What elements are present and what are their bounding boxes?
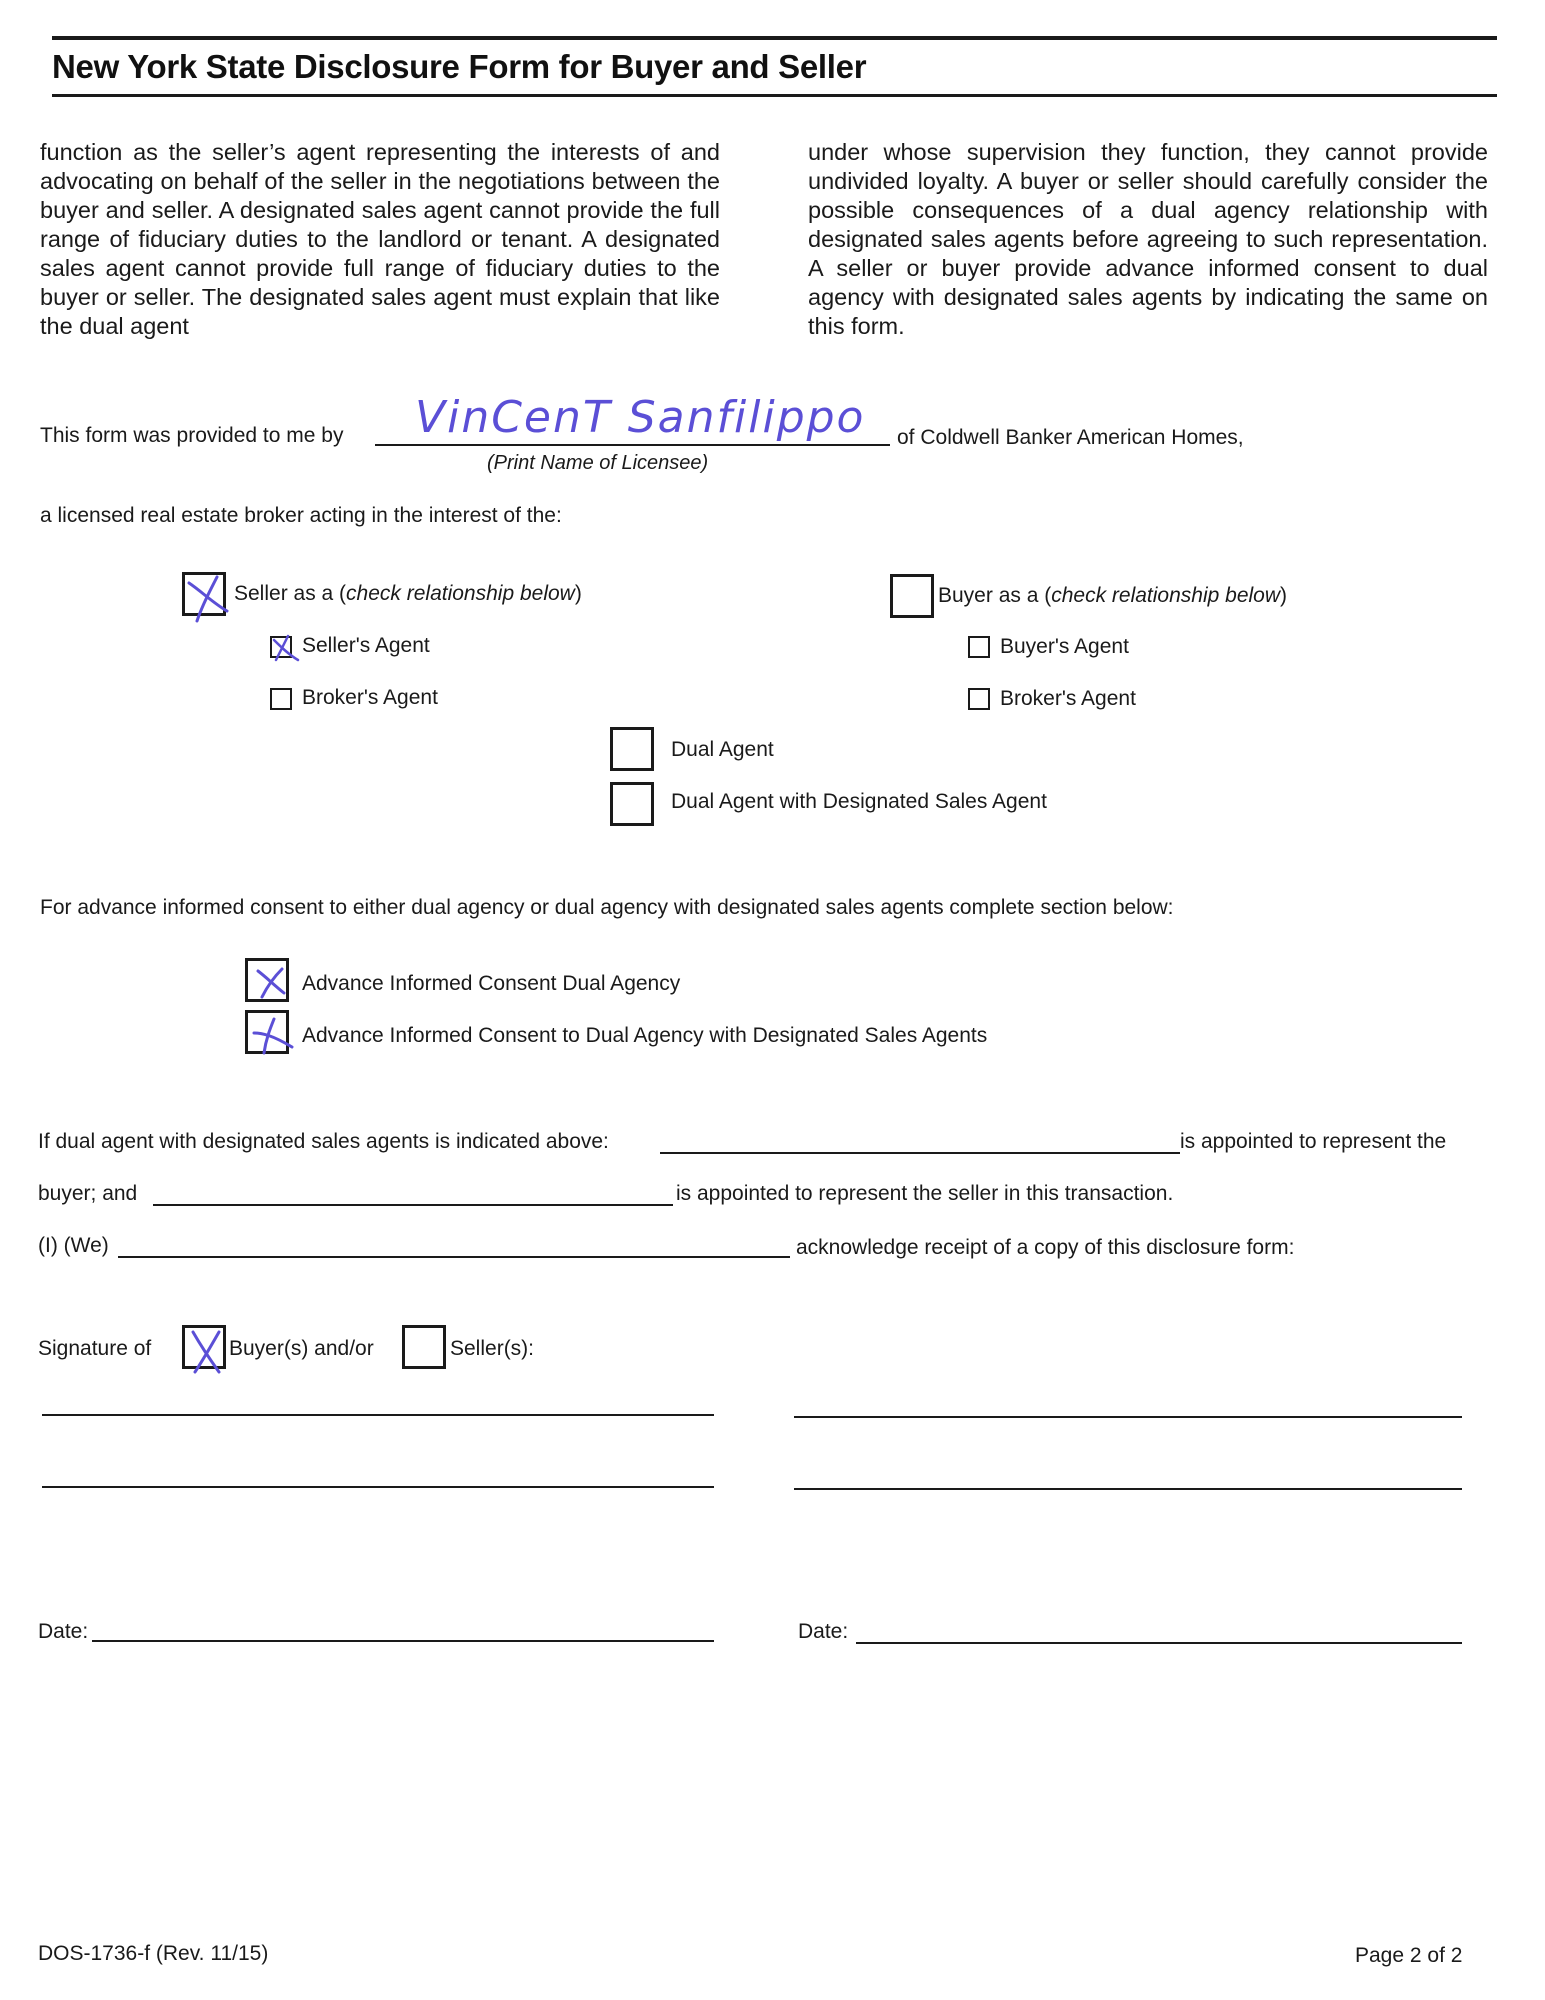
sellers-agent-checkbox[interactable] (270, 636, 292, 658)
form-id: DOS-1736-f (Rev. 11/15) (38, 1942, 269, 1965)
header-top-rule (52, 36, 1497, 40)
acknowledge-suffix: acknowledge receipt of a copy of this disclosure form: (796, 1236, 1295, 1259)
dual-agent-checkbox[interactable] (610, 727, 654, 771)
acknowledge-prefix: (I) (We) (38, 1234, 109, 1257)
dual-agent-designated-checkbox[interactable] (610, 782, 654, 826)
x-mark-icon (179, 1322, 235, 1378)
provided-by-prefix: This form was provided to me by (40, 424, 344, 447)
date-field-right[interactable] (856, 1642, 1462, 1644)
signature-line-right-2[interactable] (794, 1488, 1462, 1490)
signature-line-left-2[interactable] (42, 1486, 714, 1488)
signature-buyer-checkbox[interactable] (182, 1325, 226, 1369)
signature-seller-checkbox[interactable] (402, 1325, 446, 1369)
licensee-name-handwritten: VinCenT Sanfilippo (415, 392, 866, 443)
acknowledger-name-field[interactable] (118, 1256, 790, 1258)
consent-intro: For advance informed consent to either dual agency or dual agency with designated sales agents complete section below: (40, 896, 1174, 919)
header-bottom-rule (52, 94, 1497, 97)
buyers-agent-checkbox[interactable] (968, 636, 990, 658)
licensee-caption: (Print Name of Licensee) (487, 452, 709, 474)
signature-line-right-1[interactable] (794, 1416, 1462, 1418)
page-title: New York State Disclosure Form for Buyer and Seller (52, 48, 867, 85)
body-text-right: under whose supervision they function, they cannot provide undivided loyalty. A buyer or seller should carefully consider the possible consequences of a dual agency relationship with designated sales agents before agreeing to such representation. A seller or buyer provide advance informed consent to dual agency with designated sales agents by indicating the same on this form. (808, 139, 1488, 339)
dual-agent-label: Dual Agent (671, 738, 774, 761)
seller-checkbox[interactable] (182, 572, 226, 616)
date-field-left[interactable] (92, 1640, 714, 1642)
provided-by-suffix: of Coldwell Banker American Homes, (897, 426, 1244, 449)
dual-agent-designated-label: Dual Agent with Designated Sales Agent (671, 790, 1047, 813)
seller-designated-agent-field[interactable] (153, 1204, 673, 1206)
x-mark-icon (266, 632, 300, 666)
signature-seller-label: Seller(s): (450, 1337, 535, 1360)
page-number: Page 2 of 2 (1355, 1944, 1463, 1967)
body-text-left: function as the seller’s agent representing the interests of and advocating on behalf of the seller in the negotiations between the buyer and seller. A designated sales agent cannot provide the full range of fiduciary duties to the landlord or tenant. A designated sales agent cannot provide full range of fiduciary duties to the buyer or seller. The designated sales agent must explain that like the dual agent (40, 139, 720, 339)
buyer-relationship-label: Buyer as a (check relationship below) (938, 584, 1288, 607)
x-mark-icon (242, 1007, 298, 1063)
designated-line1-suffix: is appointed to represent the (1180, 1130, 1447, 1153)
consent-dual-agency-checkbox[interactable] (245, 958, 289, 1002)
licensee-name-field[interactable] (375, 444, 890, 446)
seller-brokers-agent-checkbox[interactable] (270, 688, 292, 710)
buyer-designated-agent-field[interactable] (660, 1152, 1180, 1154)
seller-brokers-agent-label: Broker's Agent (302, 686, 438, 709)
consent-designated-label: Advance Informed Consent to Dual Agency with Designated Sales Agents (302, 1024, 988, 1047)
buyer-checkbox[interactable] (890, 574, 934, 618)
x-mark-icon (179, 569, 239, 629)
designated-line2-suffix: is appointed to represent the seller in this transaction. (676, 1182, 1174, 1205)
date-label-left: Date: (38, 1620, 89, 1643)
sellers-agent-label: Seller's Agent (302, 634, 430, 657)
x-mark-icon (242, 955, 298, 1011)
signature-line-left-1[interactable] (42, 1414, 714, 1416)
buyers-agent-label: Buyer's Agent (1000, 635, 1129, 658)
signature-prefix: Signature of (38, 1337, 152, 1360)
seller-relationship-label: Seller as a (check relationship below) (234, 582, 582, 605)
consent-designated-checkbox[interactable] (245, 1010, 289, 1054)
consent-dual-agency-label: Advance Informed Consent Dual Agency (302, 972, 681, 995)
signature-buyer-label: Buyer(s) and/or (229, 1337, 374, 1360)
designated-line1-prefix: If dual agent with designated sales agents is indicated above: (38, 1130, 609, 1153)
acting-line: a licensed real estate broker acting in the interest of the: (40, 504, 562, 527)
designated-line2-prefix: buyer; and (38, 1182, 138, 1205)
date-label-right: Date: (798, 1620, 849, 1643)
buyer-brokers-agent-checkbox[interactable] (968, 688, 990, 710)
buyer-brokers-agent-label: Broker's Agent (1000, 687, 1136, 710)
